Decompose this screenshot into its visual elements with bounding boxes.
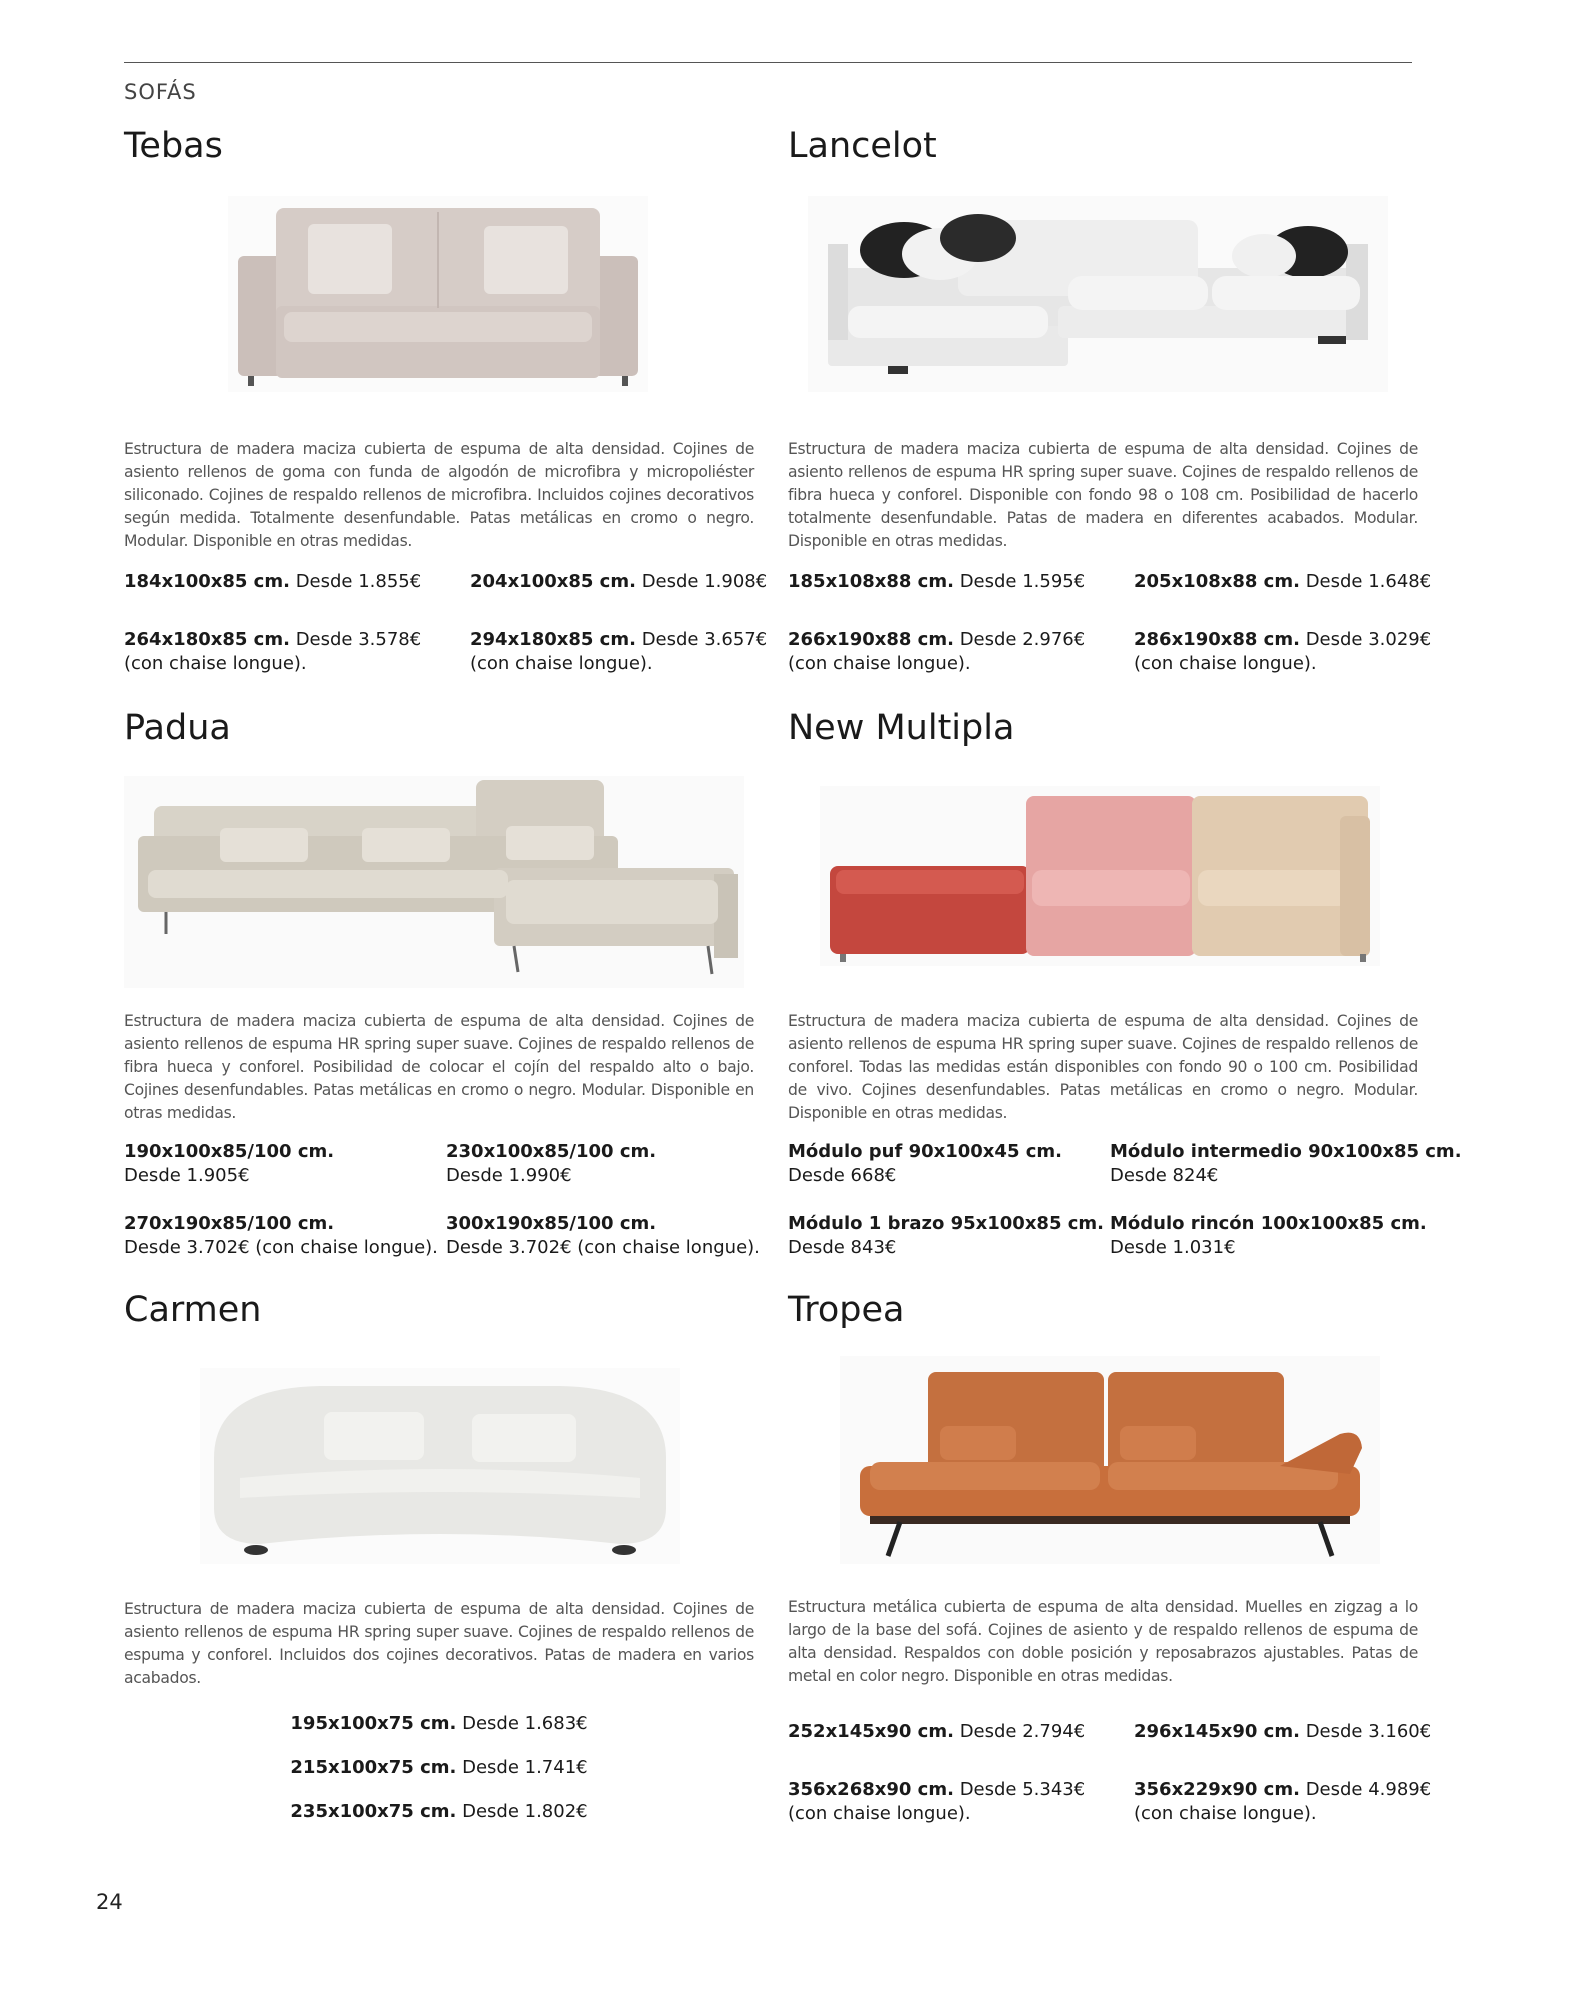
lancelot-description: Estructura de madera maciza cubierta de espuma de alta densidad. Cojines de asiento rellenos de espuma HR spring super suave. Cojines de respaldo rellenos de fibra hueca y conforel. Disponible con fondo 98 o 108 cm. Posibilidad de hacerlo totalmente desenfundable. Patas de madera en diferentes acabados. Modular. Disponible en otras medidas.	[788, 440, 1418, 550]
product-title-carmen: Carmen	[124, 1290, 262, 1330]
tropea-sofa-image	[840, 1356, 1380, 1564]
new-multipla-price-1: Módulo puf 90x100x45 cm. Desde 668€	[788, 1141, 1062, 1186]
padua-price-3: 270x190x85/100 cm. Desde 3.702€ (con chaise longue).	[124, 1213, 438, 1258]
tebas-price-3: 264x180x85 cm. Desde 3.578€ (con chaise longue).	[124, 629, 422, 674]
product-title-new-multipla: New Multipla	[788, 708, 1015, 748]
tropea-price-4: 356x229x90 cm. Desde 4.989€ (con chaise longue).	[1134, 1779, 1432, 1824]
lancelot-price-3: 266x190x88 cm. Desde 2.976€ (con chaise longue).	[788, 629, 1086, 674]
product-title-lancelot: Lancelot	[788, 126, 937, 166]
carmen-price-2: 215x100x75 cm. Desde 1.741€	[290, 1757, 588, 1778]
lancelot-price-4: 286x190x88 cm. Desde 3.029€ (con chaise longue).	[1134, 629, 1432, 674]
new-multipla-sofa-image	[820, 786, 1380, 966]
new-multipla-price-2: Módulo intermedio 90x100x85 cm. Desde 824€	[1110, 1141, 1462, 1186]
padua-price-1: 190x100x85/100 cm. Desde 1.905€	[124, 1141, 335, 1186]
tebas-price-4: 294x180x85 cm. Desde 3.657€ (con chaise longue).	[470, 629, 768, 674]
product-title-tropea: Tropea	[788, 1290, 905, 1330]
tebas-sofa-image	[228, 196, 648, 392]
carmen-description: Estructura de madera maciza cubierta de espuma de alta densidad. Cojines de asiento rellenos de espuma HR spring super suave. Cojines de respaldo rellenos de espuma y conforel. Incluidos dos cojines decorativos. Patas de madera en varios acabados.	[124, 1600, 754, 1687]
top-rule	[124, 62, 1412, 63]
tropea-price-1: 252x145x90 cm. Desde 2.794€	[788, 1721, 1086, 1742]
padua-description: Estructura de madera maciza cubierta de espuma de alta densidad. Cojines de asiento rellenos de espuma HR spring super suave. Cojines de respaldo rellenos de fibra hueca y conforel. Posibilidad de colocar el cojín del respaldo alto o bajo. Cojines desenfundables. Patas metálicas en cromo o negro. Modular. Disponible en otras medidas.	[124, 1012, 754, 1122]
section-label: SOFÁS	[124, 80, 197, 104]
padua-sofa-image	[124, 776, 744, 988]
lancelot-sofa-image	[808, 196, 1388, 392]
new-multipla-price-4: Módulo rincón 100x100x85 cm. Desde 1.031€	[1110, 1213, 1427, 1258]
padua-price-2: 230x100x85/100 cm. Desde 1.990€	[446, 1141, 657, 1186]
tebas-price-1: 184x100x85 cm. Desde 1.855€	[124, 571, 422, 592]
product-title-padua: Padua	[124, 708, 231, 748]
tropea-price-2: 296x145x90 cm. Desde 3.160€	[1134, 1721, 1432, 1742]
new-multipla-description: Estructura de madera maciza cubierta de espuma de alta densidad. Cojines de asiento rellenos de espuma HR spring super suave. Cojines de respaldo rellenos de conforel. Todas las medidas están disponibles con fondo 90 o 100 cm. Posibilidad de vivo. Cojines desenfundables. Patas metálicas en cromo o negro. Modular. Disponible en otras medidas.	[788, 1012, 1418, 1122]
carmen-sofa-image	[200, 1368, 680, 1564]
tropea-description: Estructura metálica cubierta de espuma de alta densidad. Muelles en zigzag a lo largo de la base del sofá. Cojines de asiento y de respaldo rellenos de espuma de alta densidad. Respaldos con doble posición y reposabrazos ajustables. Patas de metal en color negro. Disponible en otras medidas.	[788, 1598, 1418, 1685]
tebas-price-2: 204x100x85 cm. Desde 1.908€	[470, 571, 768, 592]
product-title-tebas: Tebas	[124, 126, 223, 166]
lancelot-price-2: 205x108x88 cm. Desde 1.648€	[1134, 571, 1432, 592]
carmen-price-1: 195x100x75 cm. Desde 1.683€	[290, 1713, 588, 1734]
lancelot-price-1: 185x108x88 cm. Desde 1.595€	[788, 571, 1086, 592]
page-number: 24	[96, 1890, 123, 1914]
tropea-price-3: 356x268x90 cm. Desde 5.343€ (con chaise longue).	[788, 1779, 1086, 1824]
padua-price-4: 300x190x85/100 cm. Desde 3.702€ (con chaise longue).	[446, 1213, 760, 1258]
carmen-price-3: 235x100x75 cm. Desde 1.802€	[290, 1801, 588, 1822]
tebas-description: Estructura de madera maciza cubierta de espuma de alta densidad. Cojines de asiento rellenos de goma con funda de algodón de microfibra y micropoliéster siliconado. Cojines de respaldo rellenos de microfibra. Incluidos cojines decorativos según medida. Totalmente desenfundable. Patas metálicas en cromo o negro. Modular. Disponible en otras medidas.	[124, 440, 754, 550]
new-multipla-price-3: Módulo 1 brazo 95x100x85 cm. Desde 843€	[788, 1213, 1105, 1258]
